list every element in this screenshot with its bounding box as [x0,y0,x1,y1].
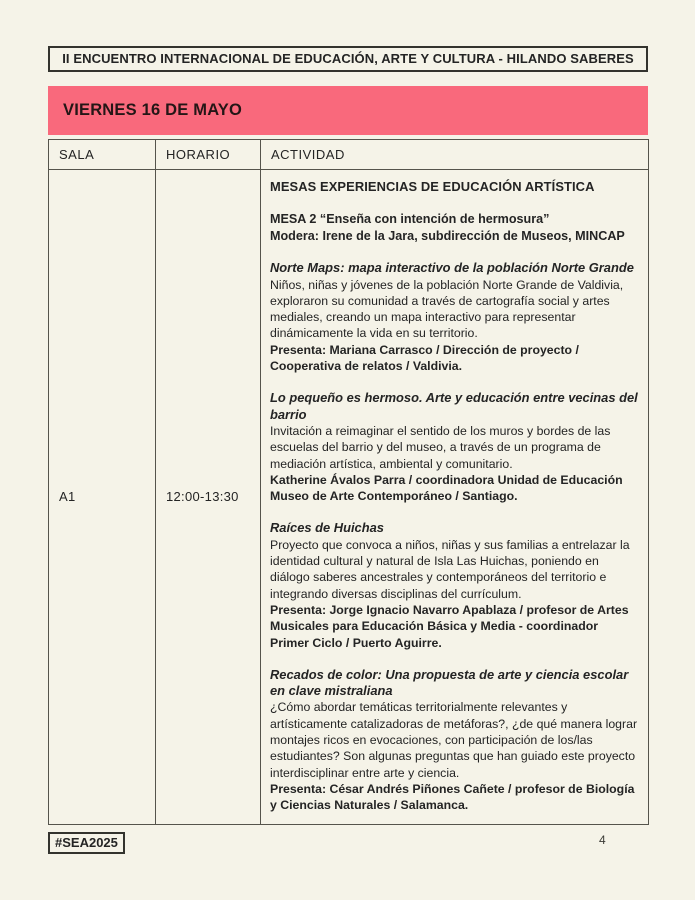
table-header-row [49,140,649,170]
activity-item [270,390,640,504]
sala-cell: A1 [49,170,156,825]
activity-item-description: ¿Cómo abordar temáticas territorialmente relevantes y artísticamente catalizadoras de metáforas?, ¿de qué manera lograr montajes ricos en evocaciones, con participación de los/las estudiantes? Son algunas preguntas que han guiado este proyecto interdisciplinar entre arte y ciencia. [270,700,638,780]
day-banner-label: VIERNES 16 DE MAYO [63,101,243,119]
activity-item-presenter: Katherine Ávalos Parra / coordinadora Unidad de Educación Museo de Arte Contemporáneo / Santiago. [270,472,623,504]
activity-item-title: Lo pequeño es hermoso. Arte y educación entre vecinas del barrio [270,390,638,422]
page-number: 4 [599,833,606,847]
activity-item-presenter: Presenta: Mariana Carrasco / Dirección de proyecto / Cooperativa de relatos / Valdivia. [270,342,579,374]
activity-item-description: Niños, niñas y jóvenes de la población Norte Grande de Valdivia, exploraron su comunidad a través de cartografía social y artes mediales, creando un mapa interactivo para representar dinámicamente la vida en su territorio. [270,277,624,341]
schedule-table [48,139,649,825]
actividad-cell [261,170,649,825]
hashtag-badge: #SEA2025 [48,832,125,854]
activity-item [270,520,640,650]
activity-item-presenter: Presenta: César Andrés Piñones Cañete / profesor de Biología y Ciencias Naturales / Salamanca. [270,781,635,813]
activity-item [270,260,640,374]
activity-item-title: Raíces de Huichas [270,520,384,536]
column-header-horario: HORARIO [156,140,261,170]
table-row [49,170,649,825]
column-header-actividad: ACTIVIDAD [261,140,649,170]
horario-cell: 12:00-13:30 [156,170,261,825]
activity-item-presenter: Presenta: Jorge Ignacio Navarro Apablaza / profesor de Artes Musicales para Educación Básica y Media - coordinador Primer Ciclo / Puerto Aguirre. [270,602,629,650]
day-banner [48,86,648,135]
activity-item [270,667,640,814]
event-title: II ENCUENTRO INTERNACIONAL DE EDUCACIÓN, ARTE Y CULTURA - HILANDO SABERES [48,46,648,72]
activity-items [270,260,640,813]
mesa-moderator: Modera: Irene de la Jara, subdirección de Museos, MINCAP [270,228,625,243]
column-header-sala: SALA [49,140,156,170]
activity-heading: MESAS EXPERIENCIAS DE EDUCACIÓN ARTÍSTICA [270,179,595,194]
activity-item-title: Recados de color: Una propuesta de arte y ciencia escolar en clave mistraliana [270,666,629,699]
activity-item-description: Invitación a reimaginar el sentido de los muros y bordes de las escuelas del barrio y del museo, a través de un programa de mediación artística, ambiental y comunitario. [270,423,611,471]
mesa-title: MESA 2 “Enseña con intención de hermosura” [270,212,550,227]
activity-item-title: Norte Maps: mapa interactivo de la población Norte Grande [270,260,634,276]
activity-item-description: Proyecto que convoca a niños, niñas y sus familias a entrelazar la identidad cultural y natural de Isla Las Huichas, poniendo en diálogo saberes ancestrales y contemporáneos del territorio e integrando diversas disciplinas del currículum. [270,537,630,601]
mesa-block [270,211,640,244]
